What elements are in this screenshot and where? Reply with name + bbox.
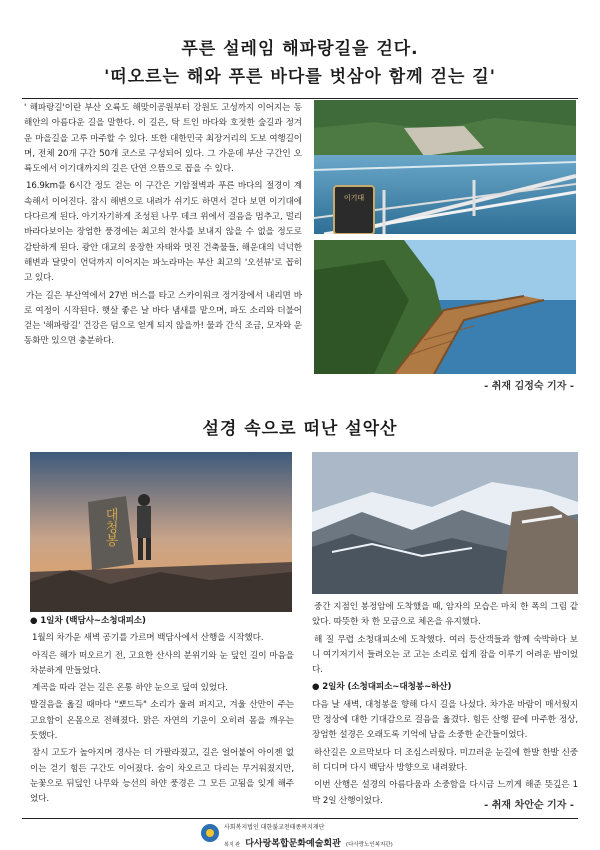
coastal-railing-photo [314,100,576,234]
stone-text: 대청봉 [102,507,118,547]
footer-foundation-name: 사회복지법인 대한불교천태종복지재단 [224,824,325,831]
article2-left-body [30,614,294,810]
footer-small-label: 복지 관 [224,842,241,848]
article2-right-paragraph-1: 중간 지점인 봉정암에 도착했을 때, 암자의 모습은 마치 한 폭의 그림 같았다. 따뜻한 차 한 모금으로 체온을 유지했다. [312,602,578,628]
footer-center-name-row [224,831,424,850]
sign-text: 이기대 [343,194,365,202]
article1-paragraph-1: ' 해파랑길'이란 부산 오륙도 해맞이공원부터 강원도 고성까지 이어지는 동해안의 아름다운 길을 말한다. 이 길은, 탁 트인 바다와 호젓한 숲길과 정겨운 마을길을 고루 마주할 수 있다. 또한 대한민국 최장거리의 도보 여행길이며, 전체 20개 구간 50개 코스로 구성되어 있다. 그 가운데 부산 구간인 오륙도에서 이기대까지의 길은 단연 으뜸으로 꼽을 수 있다. [24,103,302,175]
article1-byline: - 취재 김정숙 기자 - [484,381,574,392]
article2-right-paragraph-5: 이번 산행은 설경의 아름다움과 소중함을 다시금 느끼게 해준 뜻깊은 1박 2일 산행이었다. [312,780,578,806]
article2-left-paragraph-3: 계곡을 따라 걷는 길은 온통 하얀 눈으로 덮여 있었다. [32,683,228,694]
wooden-deck-photo [314,240,576,374]
organization-logo-icon [200,823,220,843]
article2-byline: - 취재 차안순 기자 - [484,800,574,811]
article2-right-paragraph-2: 해 질 무렵 소청대피소에 도착했다. 여러 등산객들과 함께 숙박하다 보니 여기저기서 들려오는 코 고는 소리로 쉽게 잠을 이루기 어려운 밤이었다. [312,634,578,676]
title-divider [22,98,578,99]
footer-logo [200,821,420,849]
article2-left-paragraph-2: 아직은 해가 떠오르기 전, 고요한 산사의 분위기와 눈 덮인 길이 마음을 차분하게 만들었다. [30,650,294,676]
article2-left-paragraph-4: 발걸음을 옮길 때마다 "뽀드득" 소리가 울려 퍼지고, 겨울 산만이 주는 고요함이 온몸으로 전해졌다. 맑은 자연의 기운이 오히려 몸을 깨우는 듯했다. [30,700,294,742]
snowy-ridges-photo [312,452,578,594]
article1-paragraph-3: 가는 길은 부산역에서 27번 버스를 타고 스카이워크 정거장에서 내리면 바로 여정이 시작된다. 햇살 좋은 날 바다 냄새를 맡으며, 파도 소리와 더불어 걷는 '해파랑길' 건강은 덤으로 얻게 되지 않을까! 물과 간식 조금, 모자와 운동화만 있으면 충분하다. [24,290,302,347]
summit-sunrise-photo [30,452,292,612]
day2-heading: ● 2일차 (소청대피소~대청봉~하산) [312,682,452,693]
article1-paragraph-2: 16.9km를 6시간 정도 걷는 이 구간은 기암절벽과 푸른 바다의 절경이 계속해서 이어진다. 잠시 해변으로 내려가 쉬기도 하면서 걷다 보면 이기대에 다다르게 된다. 아기자기하게 조성된 나무 데크 위에서 걸음을 멈추고, 멀리 바라다보이는 장엄한 풍경에는 최고의 찬사를 보내지 않을 수 없을 정도로 감탄하게 된다. 광안 대교의 웅장한 자태와 멋진 건축물들, 해운대의 넉넉한 해변과 달맞이 언덕까지 이어지는 파노라마는 부산 최고의 '오션뷰'로 꼽히고 있다. [24,181,302,284]
footer-divider [22,818,578,819]
footer-center-subname: (다사랑노인복지관) [345,842,393,848]
article2-right-body [312,600,578,811]
article1-title-line1: 푸른 설레임 해파랑길을 걷다. [181,39,419,59]
footer-center-name: 다사랑복합문화예술회관 [245,839,341,849]
article2-title: 설경 속으로 떠난 설악산 [202,419,398,439]
article1-title-line2: '떠오르는 해와 푸른 바다를 벗삼아 함께 걷는 길' [104,67,496,87]
article2-right-paragraph-3: 다음 날 새벽, 대청봉을 향해 다시 길을 나섰다. 차가운 바람이 매서웠지만 정상에 대한 기대감으로 걸음을 옮겼다. 힘든 산행 끝에 마주한 정상, 장엄한 설경은 오래도록 기억에 남을 소중한 순간들이었다. [312,699,578,741]
article2-right-paragraph-4: 하산길은 오르막보다 더 조심스러웠다. 미끄러운 눈길에 한발 한발 신중히 디디며 다시 백담사 방향으로 내려왔다. [312,747,578,773]
day1-heading: ● 1일차 (백담사~소청대피소) [30,616,146,626]
article1-body [24,101,302,352]
article2-left-paragraph-1: 1월의 차가운 새벽 공기를 가르며 백담사에서 산행을 시작했다. [32,633,264,644]
article2-left-paragraph-5: 잠시 고도가 높아지며 경사는 더 가팔라졌고, 길은 얼어붙어 아이젠 없이는 걷기 힘든 구간도 이어졌다. 숨이 차오르고 다리는 무거워졌지만, 눈꽃으로 뒤덮인 나무와 능선의 하얀 풍경은 그 모든 고됨을 잊게 해주었다. [30,748,294,805]
